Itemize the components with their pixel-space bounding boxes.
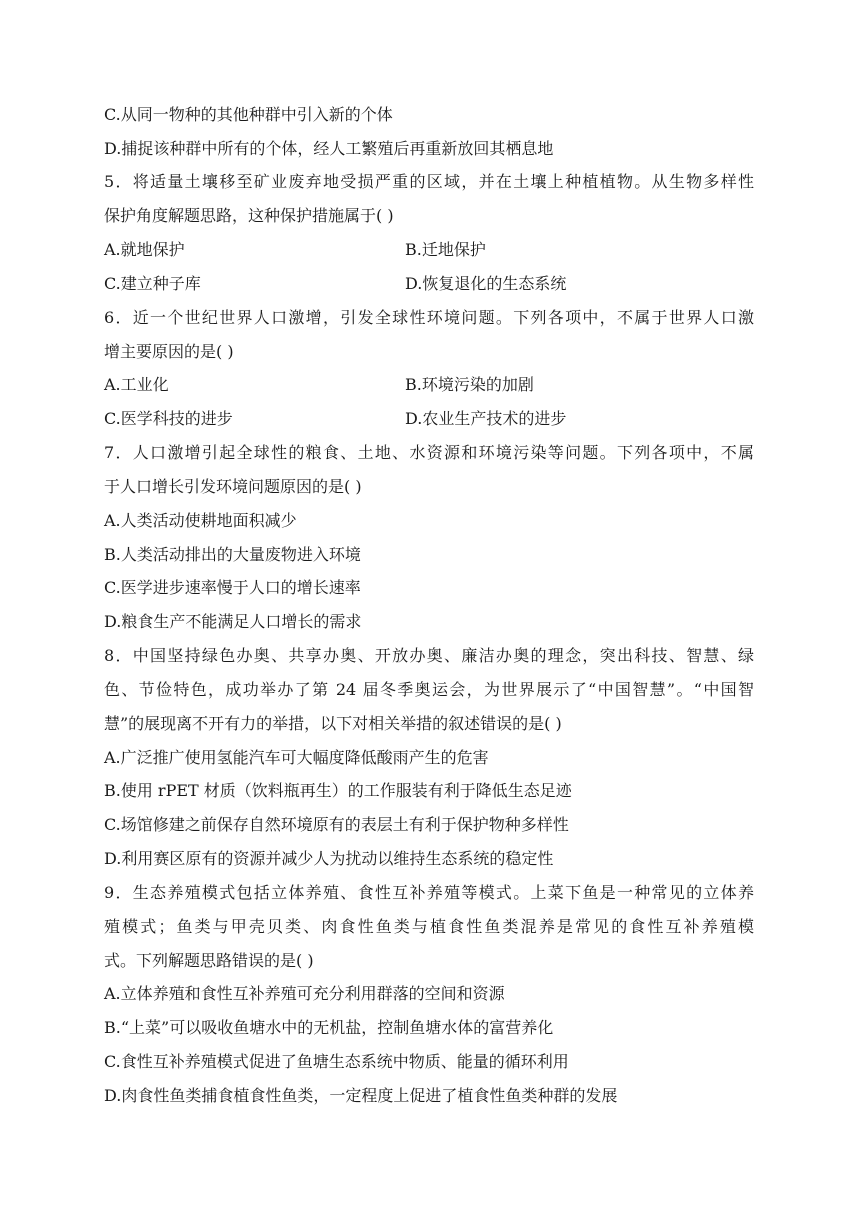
q5-stem-line-1: 5．将适量土壤移至矿业废弃地受损严重的区域，并在土壤上种植植物。从生物多样性 xyxy=(104,172,754,191)
q7-stem-line-2: 于人口增长引发环境问题原因的是( ) xyxy=(104,477,362,496)
q6-stem-line-1: 6．近一个世纪世界人口激增，引发全球性环境问题。下列各项中，不属于世界人口激 xyxy=(104,308,754,327)
q5-option-a: A.就地保护 xyxy=(104,240,185,259)
q7-stem-line-1: 7．人口激增引起全球性的粮食、土地、水资源和环境污染等问题。下列各项中，不属 xyxy=(104,443,754,462)
q4-option-d: D.捕捉该种群中所有的个体，经人工繁殖后再重新放回其栖息地 xyxy=(104,139,554,158)
q9-option-b: B.“上菜”可以吸收鱼塘水中的无机盐，控制鱼塘水体的富营养化 xyxy=(104,1018,554,1037)
q9-stem-line-1: 9．生态养殖模式包括立体养殖、食性互补养殖等模式。上菜下鱼是一种常见的立体养 xyxy=(104,883,754,902)
q9-option-a: A.立体养殖和食性互补养殖可充分利用群落的空间和资源 xyxy=(104,984,505,1003)
q9-option-d: D.肉食性鱼类捕食植食性鱼类，一定程度上促进了植食性鱼类种群的发展 xyxy=(104,1086,618,1105)
q4-option-c: C.从同一物种的其他种群中引入新的个体 xyxy=(104,105,393,124)
q7-option-c: C.医学进步速率慢于人口的增长速率 xyxy=(104,578,361,597)
q5-option-d: D.恢复退化的生态系统 xyxy=(405,274,567,293)
q6-option-c: C.医学科技的进步 xyxy=(104,409,233,428)
q6-stem-line-2: 增主要原因的是( ) xyxy=(104,342,234,361)
q7-option-d: D.粮食生产不能满足人口增长的需求 xyxy=(104,612,362,631)
q5-stem-line-2: 保护角度解题思路，这种保护措施属于( ) xyxy=(104,206,394,225)
q6-option-b: B.环境污染的加剧 xyxy=(405,375,534,394)
q6-option-a: A.工业化 xyxy=(104,375,169,394)
q7-option-b: B.人类活动排出的大量废物进入环境 xyxy=(104,545,361,564)
q7-option-a: A.人类活动使耕地面积减少 xyxy=(104,511,297,530)
q9-stem-line-2: 殖模式；鱼类与甲壳贝类、肉食性鱼类与植食性鱼类混养是常见的食性互补养殖模 xyxy=(104,917,754,936)
q8-stem-line-2: 色、节俭特色，成功举办了第 24 届冬季奥运会，为世界展示了“中国智慧”。“中国智 xyxy=(104,680,754,699)
q5-option-c: C.建立种子库 xyxy=(104,274,201,293)
q8-option-a: A.广泛推广使用氢能汽车可大幅度降低酸雨产生的危害 xyxy=(104,748,489,767)
q5-option-b: B.迁地保护 xyxy=(405,240,486,259)
q6-option-d: D.农业生产技术的进步 xyxy=(405,409,567,428)
q8-stem-line-3: 慧”的展现离不开有力的举措，以下对相关举措的叙述错误的是( ) xyxy=(104,714,562,733)
q8-option-c: C.场馆修建之前保存自然环境原有的表层土有利于保护物种多样性 xyxy=(104,815,569,834)
q9-stem-line-3: 式。下列解题思路错误的是( ) xyxy=(104,951,314,970)
q9-option-c: C.食性互补养殖模式促进了鱼塘生态系统中物质、能量的循环利用 xyxy=(104,1052,569,1071)
q8-option-d: D.利用赛区原有的资源并减少人为扰动以维持生态系统的稳定性 xyxy=(104,849,554,868)
q8-stem-line-1: 8．中国坚持绿色办奥、共享办奥、开放办奥、廉洁办奥的理念，突出科技、智慧、绿 xyxy=(104,646,754,665)
q8-option-b: B.使用 rPET 材质（饮料瓶再生）的工作服装有利于降低生态足迹 xyxy=(104,781,572,800)
